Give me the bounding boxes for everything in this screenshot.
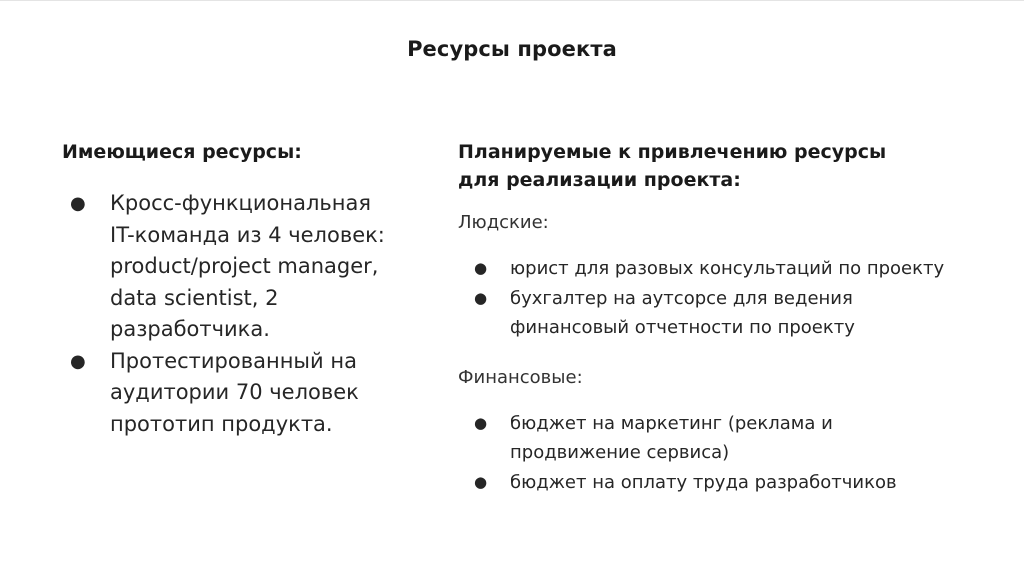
list-item [458, 284, 950, 343]
list-item [62, 346, 400, 441]
people-resources-list [458, 254, 978, 343]
list-item-text: Протестированный на аудитории 70 человек прототип продукта. [110, 348, 359, 436]
bullet-icon: ● [474, 472, 488, 491]
list-item [458, 254, 950, 284]
slide-title: Ресурсы проекта [407, 37, 617, 61]
bullet-icon: ● [474, 288, 488, 307]
list-item-text: бюджет на маркетинг (реклама и продвижение сервиса) [510, 412, 833, 463]
planned-resources-heading: Планируемые к привлечению ресурсы для реализации проекта: [458, 141, 887, 191]
existing-resources-column [62, 138, 402, 440]
bullet-icon: ● [474, 413, 488, 432]
list-item-text: бухгалтер на аутсорсе для ведения финансовый отчетности по проекту [510, 287, 855, 338]
existing-resources-heading: Имеющиеся ресурсы: [62, 141, 302, 163]
bullet-icon: ● [474, 259, 488, 277]
list-item [458, 409, 950, 468]
section-label-finance: Финансовые: [458, 366, 583, 388]
bullet-icon: ● [70, 350, 86, 372]
planned-resources-column [458, 138, 978, 497]
list-item-text: Кросс-функциональная IT-команда из 4 человек: product/project manager, data scientist, 2 разработчика. [110, 191, 385, 341]
list-item [458, 468, 950, 498]
list-item-text: бюджет на оплату труда разработчиков [510, 471, 897, 493]
section-label-people: Людские: [458, 212, 549, 233]
finance-resources-list [458, 409, 978, 498]
list-item-text: юрист для разовых консультаций по проекту [510, 258, 945, 279]
bullet-icon: ● [70, 193, 86, 214]
list-item [62, 188, 400, 346]
existing-resources-list [62, 188, 402, 440]
